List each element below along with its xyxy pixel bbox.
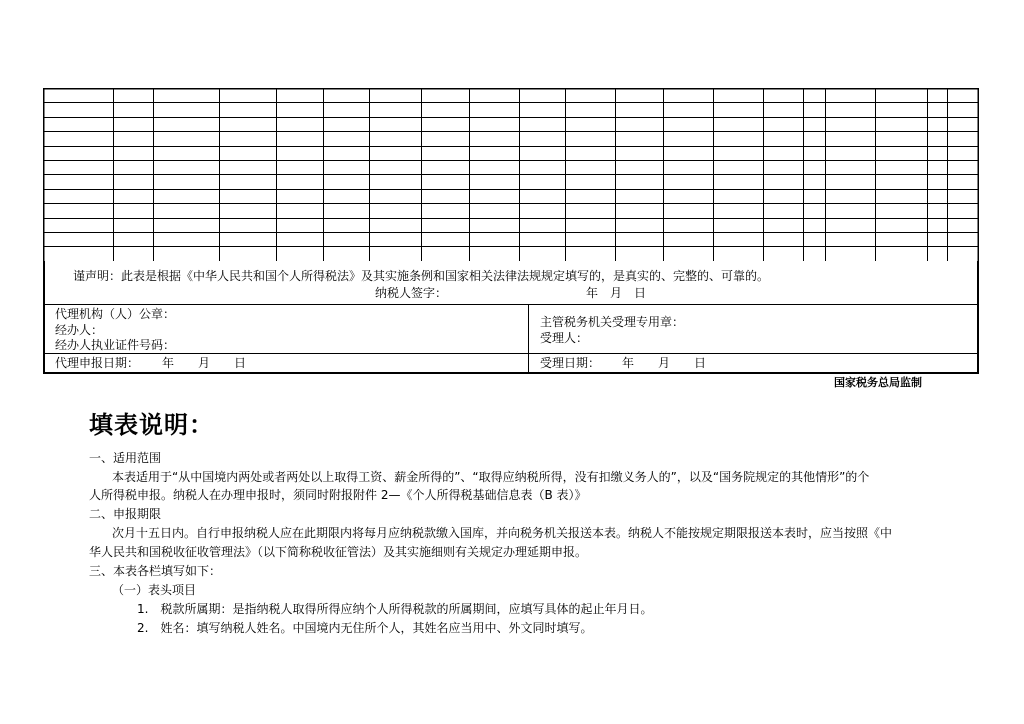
instruction-line: 次月十五日内。自行申报纳税人应在此期限内将每月应纳税款缴入国库，并向税务机关报送本表。纳税人不能按规定期限报送本表时，应当按照《中 — [112, 526, 893, 540]
handler-cert-label: 经办人执业证件号码： — [55, 338, 176, 352]
agent-seal-label: 代理机构（人）公章： — [55, 307, 176, 321]
agent-apply-date-label: 代理申报日期： — [55, 356, 140, 370]
column-divider — [528, 305, 529, 372]
receive-date: 年 月 日 — [622, 356, 707, 370]
handler-label: 经办人： — [55, 323, 104, 337]
signature-date: 年 月 日 — [586, 286, 647, 300]
supervision-note: 国家税务总局监制 — [834, 376, 922, 389]
tax-office-seal-label: 主管税务机关受理专用章： — [540, 315, 685, 329]
taxpayer-signature-label: 纳税人签字： — [375, 286, 448, 300]
declaration-statement: 谨声明：此表是根据《中华人民共和国个人所得税法》及其实施条例和国家相关法律法规规定填写的，是真实的、完整的、可靠的。 — [73, 269, 770, 283]
receive-date-label: 受理日期： — [540, 356, 601, 370]
instruction-line: 人所得税申报。纳税人在办理申报时，须同时附报附件 2—《个人所得税基础信息表（B 表）》 — [89, 488, 587, 502]
instruction-line: （一）表头项目 — [112, 583, 197, 597]
agent-apply-date: 年 月 日 — [162, 356, 247, 370]
agent-section — [43, 305, 979, 374]
instruction-line: 三、本表各栏填写如下： — [89, 564, 222, 578]
declaration-data-grid — [43, 88, 979, 261]
declaration-section — [43, 261, 979, 305]
instruction-line: 2. 姓名：填写纳税人姓名。中国境内无住所个人，其姓名应当用中、外文同时填写。 — [137, 621, 593, 635]
instruction-line: 二、申报期限 — [89, 507, 162, 521]
instruction-line: 1. 税款所属期：是指纳税人取得所得应纳个人所得税款的所属期间，应填写具体的起止年月日。 — [137, 602, 653, 616]
receiver-label: 受理人： — [540, 331, 589, 345]
row-divider — [45, 353, 977, 354]
instruction-line: 本表适用于“从中国境内两处或者两处以上取得工资、薪金所得的”、“取得应纳税所得，没有扣缴义务人的”，以及“国务院规定的其他情形”的个 — [112, 470, 870, 484]
instruction-line: 一、适用范围 — [89, 451, 162, 465]
instruction-line: 华人民共和国税收征收管理法》（以下简称税收征管法）及其实施细则有关规定办理延期申报。 — [89, 545, 588, 559]
instructions-title: 填表说明： — [89, 411, 214, 439]
